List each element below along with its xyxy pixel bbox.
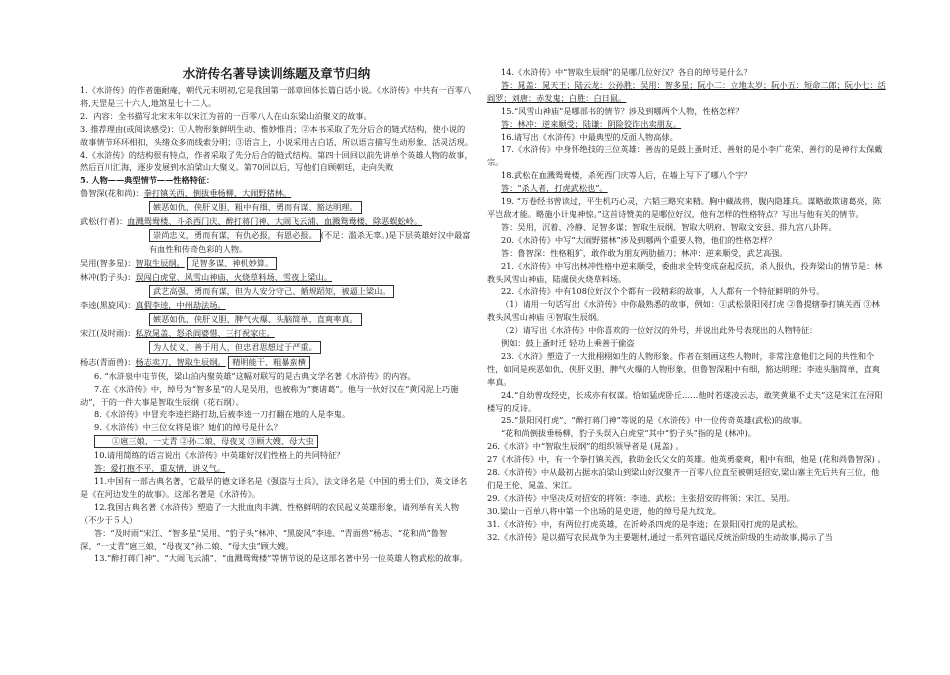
paragraph: 21.《水浒传》中写出林冲性格中逆来顺受，委曲求全转变成奋起反抗，杀人报仇，投奔梁山的情节是：林教头风雪山神庙，陆虞侯火烧草料场。 (487, 260, 883, 284)
paragraph: 7.在《水浒传》中，绰号为“智多星”的人是吴用，也被称为“赛诸葛”。他与一伙好汉在“黄冈泥上巧施动”，干的一件大事是智取生辰纲（花石纲）。 (80, 383, 459, 407)
answer: 答：“及时雨”宋江、“智多星”吴用、“豹子头”林冲、“黑旋风”李逵、“青面兽”杨志、“花和尚”鲁智深、“一丈青”扈三娘、“母夜叉”孙二娘、“母大虫”顾大嫂。 (80, 527, 448, 551)
paragraph: 20.《水浒传》中写“大闹野猪林”涉及到哪两个重要人物，他们的性格怎样？ (501, 234, 777, 245)
section-heading: 5. 人物——典型情节——性格特征： (80, 175, 215, 186)
character-name: 杨志(青面兽)： (80, 356, 136, 367)
character-entry (80, 256, 473, 271)
page-title: 水浒传名著导读训练题及章节归纳 (182, 66, 371, 81)
character-entry (80, 355, 473, 370)
paragraph: 14.《水浒传》中“智取生辰纲”的是哪几位好汉？各自的绰号是什么？ (501, 67, 752, 77)
answer: 答：吴用，沉着、冷静、足智多谋；智取生辰纲、智取大明府、智取文安县、排九宫八卦阵。 (501, 221, 837, 232)
paragraph: 2．内容：全书描写北宋末年以宋江为首的一百零八人在山东梁山泊聚义的故事。 (80, 110, 372, 121)
character-name: 宋江(及时雨)： (80, 327, 136, 338)
character-traits-box: 嫉恶如仇、侠肝义胆、粗中有细、勇而有谋、豁达明理。 (149, 201, 362, 214)
paragraph: 18.武松在血溅鸳鸯楼，杀死西门庆等人后，在墙上写下了哪八个字？ (501, 170, 752, 181)
paragraph: 13.“醉打蒋门神”、“大闹飞云浦”、“血溅鸳鸯楼”等情节说的是这部名著中另一位英雄人物武松的故事。 (94, 553, 468, 564)
character-traits-box: 足智多谋、神机妙算。 (187, 257, 277, 270)
character-traits-box: 崇尚忠义，勇而有谋，有仇必报，有恩必报。 (149, 229, 321, 242)
character-name: 林冲(豹子头)： (80, 271, 136, 282)
character-name: 吴用(智多星)： (80, 257, 136, 268)
character-name: 李逵(黑旋风)： (80, 299, 136, 310)
paragraph: 6. “水浒泉中屯节侠，梁山泊内聚英雄”这幅对联写的是古典文学名著《水浒传》的内容。 (94, 370, 416, 381)
paragraph: 17.《水浒传》中身怀绝技的三位英雄：善齿的是鼓上蚤时迁、善射的是小李广花荣、善行的是神行太保戴宗。 (487, 144, 883, 168)
paragraph: 10.请用简练的语言说出《水浒传》中英雄好汉们性格上的共同特征？ (94, 450, 345, 461)
paragraph: 8.《水浒传》中冒充李逵拦路打劫,后被李逵一刀打翻在地的人是李鬼。 (94, 409, 351, 420)
paragraph: “花和尚倒拔垂杨柳，豹子头误入白虎堂”其中“豹子头”指的是 (林冲)。 (501, 428, 756, 439)
character-name: 鲁智深(花和尚)： (80, 188, 144, 199)
answer: 答：林冲：逆来顺受；陆谦：阴险狡诈出卖朋友。 (501, 118, 682, 129)
paragraph: 3. 推荐理由(或阅读感受)：①人物形象鲜明生动、惟妙惟肖；②本书采取了先分后合的链式结构，使小说的故事情节环环相扣，头绪众多而线索分明；③语言上，小说采用古白话，所以语言描写生动形象、活灵活现。 (80, 123, 474, 147)
paragraph: （2）请写出《水浒传》中你喜欢的一位好汉的外号，并说出此外号表现出的人物特征： (501, 325, 818, 336)
answer: 答：晁盖：晁天王；陆云龙：公孙胜；吴用：智多星；阮小二：立地太岁；阮小五：短命二郎；阮小七：活阎罗；刘唐：赤发鬼；白胜：白日鼠。 (487, 79, 886, 103)
answer-text: ①扈三娘、一丈青 ②孙二娘、母夜叉 ③顾大嫂、母大虫 (94, 435, 318, 448)
character-events: 血溅鸳鸯楼、斗杀西门庆、醉打蒋门神、大闹飞云浦、血溅鸳鸯楼、除恶蜈蚣岭。 (127, 216, 423, 227)
paragraph: 1.《水浒传》的作者施耐庵，朝代元末明初,它是我国第一部章回体长篇白话小说。《水浒传》中共有一百零八将,天罡是三十六人,地煞星七十二人。 (80, 85, 472, 108)
paragraph: 24.“自幼曾攻经史，长成亦有权谋。恰如猛虎卧丘……他时若遂凌云志，敢笑黄巢不丈夫”这是宋江在浔阳楼写的反诗。 (487, 389, 883, 413)
paragraph: 23.《水浒》塑造了一大批栩栩如生的人物形象。作者在刻画这些人物时，非常注意他们之间的共性和个性，如同是疾恶如仇、侠肝义胆、脾气火爆的人物形象，但鲁智深粗中有细，豁达明理；李逵头脑简单，直爽率真。 (487, 350, 881, 387)
paragraph: 27《水浒传》中，有一个拳打镇关西，救助金氏父女的英雄。他英勇豪爽，粗中有细，他是 (花和尚鲁智深) 。 (487, 454, 886, 465)
character-events: 智取生辰纲。 (135, 257, 185, 268)
character-events: 拳打镇关西、倒拔垂杨柳、大闹野猪林。 (143, 188, 292, 199)
paragraph: 19. “万卷经书曾读过，平生机巧心灵，六韬三略究来精。胸中藏战将，腹内隐雄兵。谋略敢欺诸葛亮，陈平岂敌才能。略施小计鬼神惊。”这首诗赞美的是哪位好汉，他有怎样的性格特点？写出与他有关的情节。 (487, 196, 882, 219)
paragraph: 12.我国古典名著《水浒传》塑造了一大批血肉丰满、性格鲜明的农民起义英雄形象，请列举有关人物（不少于５人） (80, 501, 460, 525)
paragraph: （1）请用一句话写出《水浒传》中你最熟悉的故事，例如：①武松景阳冈打虎 ②鲁提辖拳打镇关西 ③林教头风雪山神庙 ④智取生辰纲。 (487, 299, 880, 323)
paragraph: 29.《水浒传》中坚决反对招安的将领：李逵、武松；主张招安的将领：宋江、吴用。 (487, 492, 795, 503)
answer-box (80, 434, 473, 449)
paragraph: 30.梁山一百单八将中第一个出场的是史进，他的绰号是九纹龙。 (487, 505, 722, 516)
answer: 例如：鼓上蚤时迁 轻功上乘善于偷盗 (501, 338, 635, 349)
paragraph: 26.《水浒》中“智取生辰纲”的组织领导者是 (晁盖) 。 (487, 441, 684, 452)
character-traits-box: 嫉恶如仇、侠肝义胆、脾气火爆、头脑简单、直爽率真。 (149, 313, 362, 326)
paragraph: 9.《水浒传》中三位女将是谁？她们的绰号是什么？ (94, 422, 282, 433)
paragraph: 11.中国有一部古典名著，它最早的德文译名是《强盗与士兵》，法文译名是《中国的勇士们》，英文译名是《在河边发生的故事》。这部名著是《水浒传》。 (80, 476, 468, 499)
character-entry (80, 271, 473, 299)
character-events: 真假李逵，中州劫法场。 (135, 299, 226, 310)
character-entry (80, 327, 473, 355)
answer: 答：爱打抱不平，重友情，讲义气。 (94, 463, 226, 474)
answer: 答：“杀人者，打虎武松也”。 (501, 183, 608, 194)
character-note: (不足：滥杀无辜。)是下层英雄好汉中最富有血性和传奇色彩的人物。 (149, 230, 471, 255)
character-traits-box: 武艺高强、勇而有谋，但为人安分守己、循规蹈矩，被逼上梁山。 (149, 285, 394, 298)
character-name: 武松(行者)： (80, 216, 128, 227)
paragraph: 4.《水浒传》的结构很有特点，作者采取了先分后合的链式结构。第四十回回以前先讲单个英雄人物的故事，然后百川汇海，逐步发展到水泊梁山大聚义。第70回以后，写他们自顾朝廷，走向失败 (80, 149, 473, 173)
answer: 答：鲁智深：性格粗犷，敢作敢为朋友两肋插刀；林冲：逆来顺受，武艺高强。 (501, 247, 788, 258)
character-events: 误闯白虎堂、风雪山神庙、火烧草料场、雪夜上梁山。 (135, 271, 333, 282)
paragraph: 22.《水浒传》中有108位好汉个个都有一段精彩的故事，人人都有一个特征鲜明的外号。 (501, 286, 825, 297)
paragraph: 15.“风雪山神庙”是哪部书的情节？涉及到哪两个人物，性格怎样？ (501, 105, 744, 116)
paragraph: 31.《水浒传》中，有两位打虎英雄，在沂岭杀四虎的是李逵；在景阳冈打虎的是武松。 (487, 518, 803, 529)
paragraph: 25.“景阳冈打虎”、“醉打蒋门神”等说的是《水浒传》中一位传奇英雄(武松)的故事。 (501, 415, 808, 426)
right-column (487, 66, 887, 544)
character-traits-box: 为人仗义、善于用人，但忠君思想过于严重。 (149, 341, 321, 354)
paragraph: 28.《水浒传》中从最初占据水泊梁山到梁山好汉聚齐一百零八位直至被朝廷招安,梁山寨主先后共有三位，他们是王伦、晁盖、宋江。 (487, 467, 880, 490)
character-entry (80, 187, 473, 215)
character-events: 杨志卖刀、智取生辰纲。 (135, 356, 226, 367)
paragraph: 32.《水浒传》是以描写农民战争为主要题材,通过一系列官逼民反统治阶级的生动故事,揭示了当 (487, 531, 833, 542)
character-events: 私放晁盖、怒杀阎婆惜、三打祝家庄。 (135, 327, 275, 338)
character-traits-box: 精明能干、粗暴蛮横 (228, 356, 310, 369)
character-entry (80, 215, 473, 256)
left-column (80, 66, 473, 565)
character-entry (80, 299, 473, 327)
paragraph: 16.请写出《水浒传》中最典型的反面人物高俅。 (501, 131, 678, 142)
